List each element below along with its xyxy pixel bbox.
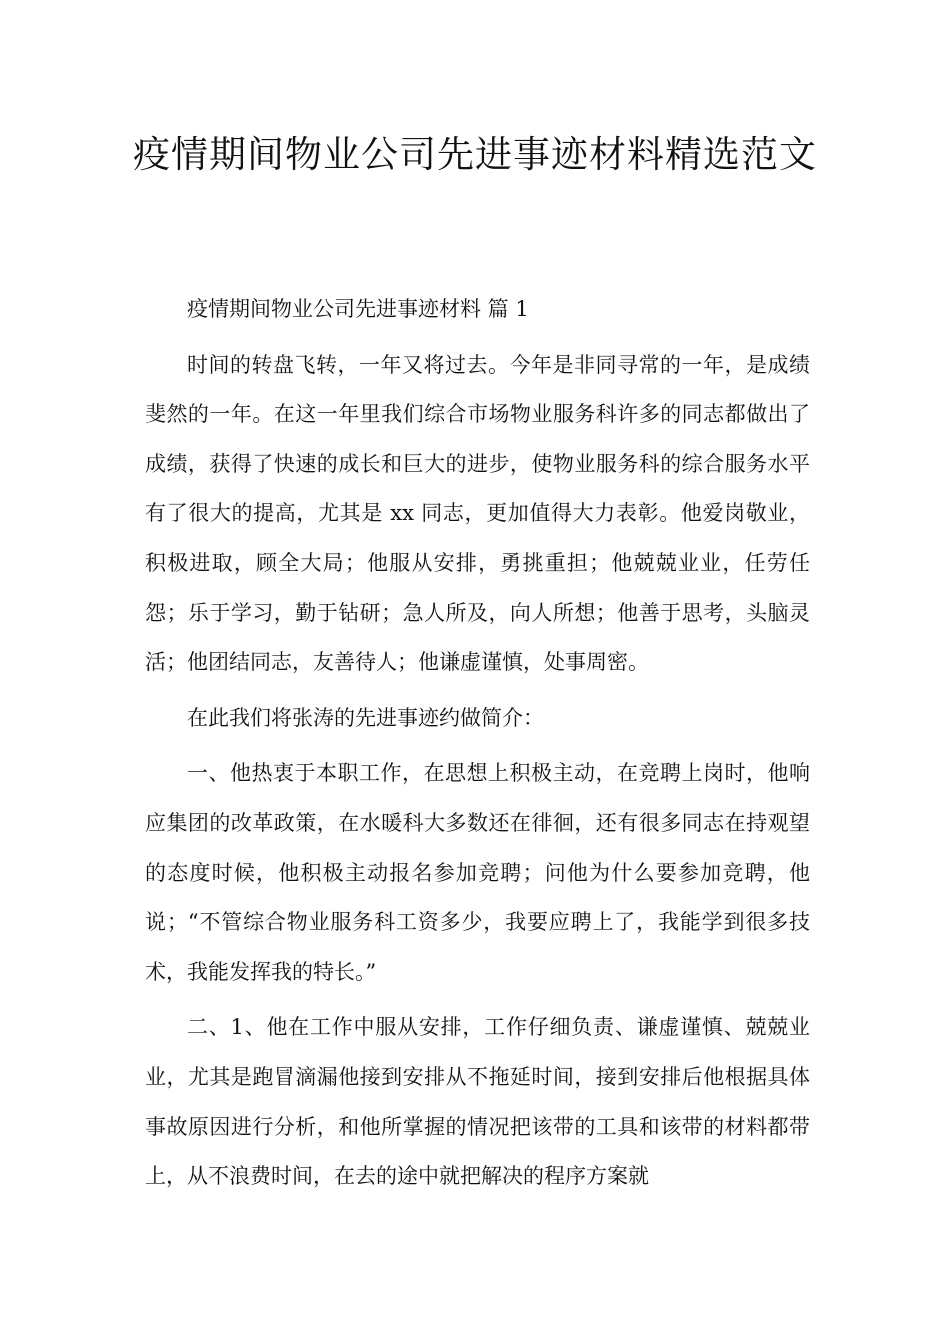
- paragraph-point-two: 二、1、他在工作中服从安排，工作仔细负责、谦虚谨慎、兢兢业业，尤其是跑冒滴漏他接到安排从不拖延时间，接到安排后他根据具体事故原因进行分析，和他所掌握的情况把该带的工具和该带的材料都带上，从不浪费时间，在去的途中就把解决的程序方案就: [145, 1015, 810, 1189]
- paragraph-intro: 时间的转盘飞转，一年又将过去。今年是非同寻常的一年，是成绩斐然的一年。在这一年里我们综合市场物业服务科许多的同志都做出了成绩，获得了快速的成长和巨大的进步，使物业服务科的综合服务水平有了很大的提高，尤其是 xx 同志，更加值得大力表彰。他爱岗敬业，积极进取，顾全大局；他服从安排，勇挑重担；他兢兢业业，任劳任怨；乐于学习，勤于钻研；急人所及，向人所想；他善于思考，头脑灵活；他团结同志，友善待人；他谦虚谨慎，处事周密。: [145, 352, 810, 675]
- document-body: [145, 285, 810, 1202]
- paragraph-summary-lead: 在此我们将张涛的先进事迹约做简介：: [187, 705, 544, 730]
- paragraph-point-one: 一、他热衷于本职工作，在思想上积极主动，在竞聘上岗时，他响应集团的改革政策，在水暖科大多数还在徘徊，还有很多同志在持观望的态度时候，他积极主动报名参加竞聘；问他为什么要参加竞聘，他说；“不管综合物业服务科工资多少，我要应聘上了，我能学到很多技术，我能发挥我的特长。”: [145, 761, 810, 984]
- section-heading: 疫情期间物业公司先进事迹材料 篇 1: [187, 297, 529, 321]
- document-title: 疫情期间物业公司先进事迹材料精选范文: [133, 133, 817, 176]
